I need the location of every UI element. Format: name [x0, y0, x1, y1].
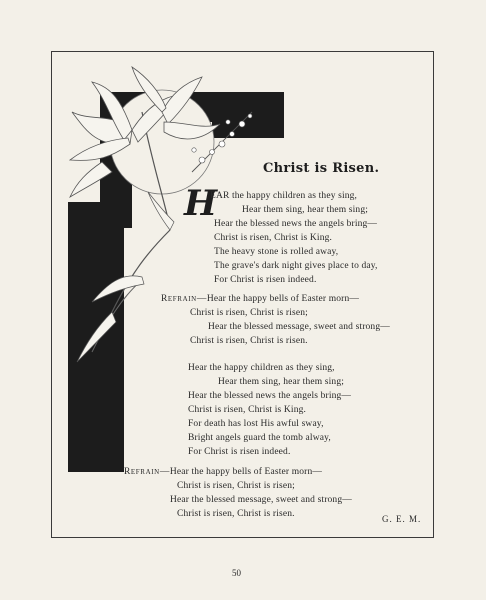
stanza2-line: Hear them sing, hear them sing; — [218, 377, 345, 387]
refrain2-line: Hear the blessed message, sweet and strong— — [170, 495, 352, 505]
refrain2-line — [124, 468, 322, 478]
refrain2-line: Christ is risen, Christ is risen; — [177, 481, 295, 491]
refrain1-line: Christ is risen, Christ is risen; — [190, 308, 308, 318]
refrain-label: Refrain— — [124, 467, 170, 477]
refrain1-line — [161, 295, 359, 305]
stanza1-line: Christ is risen, Christ is King. — [214, 233, 333, 243]
refrain2-first-line: Hear the happy bells of Easter morn— — [169, 467, 322, 477]
refrain-label: Refrain— — [161, 294, 207, 304]
stanza1-line: EAR the happy children as they sing, — [210, 191, 358, 201]
drop-cap: H — [184, 183, 218, 224]
refrain2-line: Christ is risen, Christ is risen. — [177, 509, 295, 519]
refrain1-line: Christ is risen, Christ is risen. — [190, 336, 308, 346]
stanza1-line: The heavy stone is rolled away, — [214, 247, 339, 257]
refrain1-first-line: Hear the happy bells of Easter morn— — [206, 294, 359, 304]
stanza2-line: For Christ is risen indeed. — [188, 447, 291, 457]
poem-title: Christ is Risen. — [263, 161, 380, 176]
page-number: 50 — [232, 568, 241, 578]
stanza2-line: Bright angels guard the tomb alway, — [188, 433, 331, 443]
stanza1-line: Hear them sing, hear them sing; — [242, 205, 369, 215]
author-initials: G. E. M. — [382, 514, 422, 524]
stanza2-line: For death has lost His awful sway, — [188, 419, 324, 429]
refrain1-line: Hear the blessed message, sweet and strong— — [208, 322, 390, 332]
stanza1-line: The grave's dark night gives place to day, — [214, 261, 378, 271]
stanza1-line: For Christ is risen indeed. — [214, 275, 317, 285]
stanza1-line: Hear the blessed news the angels bring— — [214, 219, 378, 229]
stanza2-line: Hear the happy children as they sing, — [188, 363, 335, 373]
stanza2-line: Christ is risen, Christ is King. — [188, 405, 307, 415]
stanza2-line: Hear the blessed news the angels bring— — [188, 391, 352, 401]
